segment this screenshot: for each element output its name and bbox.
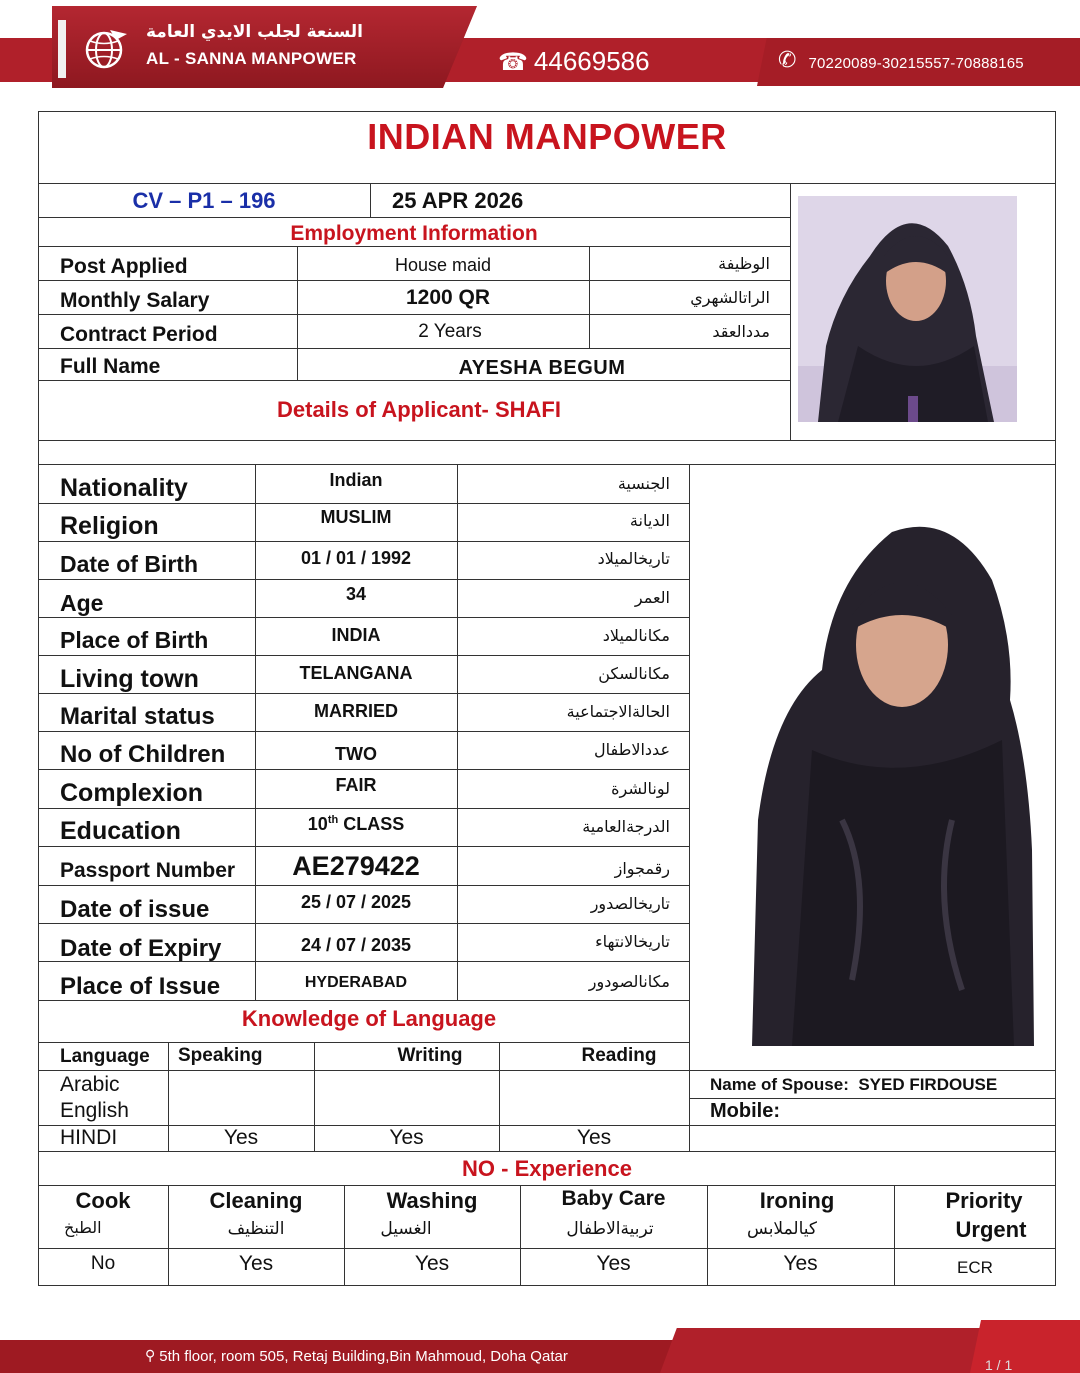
passport-arabic: رقمجواز bbox=[614, 859, 670, 878]
date-of-issue-label: Date of issue bbox=[60, 896, 210, 923]
lang-col-reading: Reading bbox=[581, 1045, 657, 1066]
exp-ironing-arabic: كيالملابس bbox=[747, 1219, 817, 1239]
marital-status-arabic: الحالةالاجتماعية bbox=[566, 702, 670, 721]
spouse-info: Name of Spouse: SYED FIRDOUSE bbox=[710, 1075, 998, 1094]
post-applied-value: House maid bbox=[394, 255, 492, 275]
passport-label: Passport Number bbox=[60, 859, 236, 882]
contract-period-arabic: مددالعقد bbox=[712, 322, 770, 341]
employment-heading: Employment Information bbox=[290, 222, 538, 245]
place-of-birth-value: INDIA bbox=[331, 625, 381, 645]
applicant-photo-large bbox=[752, 520, 1034, 1046]
mobile-numbers: 70220089-30215557-70888165 bbox=[808, 55, 1024, 72]
place-of-issue-label: Place of Issue bbox=[60, 973, 221, 1000]
nationality-label: Nationality bbox=[60, 474, 188, 502]
phone-number: 44669586 bbox=[533, 46, 650, 76]
date-of-expiry-arabic: تاريخالانتهاء bbox=[595, 932, 670, 951]
living-town-arabic: مكانالسكن bbox=[598, 664, 670, 683]
exp-cook: Cook bbox=[75, 1188, 131, 1213]
hindi-speaking: Yes bbox=[223, 1126, 259, 1149]
hindi-writing: Yes bbox=[389, 1126, 424, 1149]
address-text: 5th floor, room 505, Retaj Building,Bin Mahmoud, Doha Qatar bbox=[159, 1348, 568, 1365]
living-town-label: Living town bbox=[60, 665, 199, 693]
age-arabic: العمر bbox=[634, 588, 670, 607]
lang-row-hindi: HINDI bbox=[60, 1126, 118, 1149]
company-name-arabic: السنعة لجلب الايدي العامة bbox=[146, 22, 363, 42]
post-applied-label: Post Applied bbox=[60, 255, 188, 278]
place-of-birth-label: Place of Birth bbox=[60, 627, 209, 653]
passport-value: AE279422 bbox=[292, 851, 420, 881]
date-of-expiry-value: 24 / 07 / 2035 bbox=[300, 935, 412, 955]
living-town-value: TELANGANA bbox=[299, 663, 413, 683]
date-of-issue-arabic: تاريخالصدور bbox=[590, 894, 670, 913]
exp-cleaning-arabic: التنظيف bbox=[227, 1219, 285, 1239]
lang-col-writing: Writing bbox=[397, 1045, 463, 1066]
experience-heading: NO - Experience bbox=[462, 1156, 632, 1181]
full-name-label: Full Name bbox=[60, 355, 161, 378]
dob-arabic: تاريخالميلاد bbox=[597, 549, 670, 568]
education-label: Education bbox=[60, 817, 181, 845]
education-value: 10th CLASS bbox=[307, 814, 405, 834]
monthly-salary-arabic: الراتالشهري bbox=[690, 288, 770, 307]
hindi-reading: Yes bbox=[576, 1126, 612, 1149]
marital-status-value: MARRIED bbox=[314, 701, 398, 721]
exp-cleaning-value: Yes bbox=[238, 1252, 274, 1275]
dob-value: 01 / 01 / 1992 bbox=[300, 548, 412, 568]
exp-washing-value: Yes bbox=[414, 1252, 450, 1275]
lang-row-arabic: Arabic bbox=[60, 1073, 120, 1096]
location-pin-icon: ⚲ bbox=[145, 1348, 156, 1364]
exp-washing: Washing bbox=[386, 1188, 478, 1213]
priority-ecr: ECR bbox=[957, 1258, 993, 1277]
details-heading: Details of Applicant- SHAFI bbox=[277, 397, 561, 422]
exp-ironing: Ironing bbox=[759, 1188, 835, 1213]
header-phone bbox=[498, 46, 650, 77]
telephone-icon: ☎ bbox=[498, 47, 528, 76]
applicant-photo-small bbox=[798, 196, 1017, 422]
complexion-label: Complexion bbox=[60, 779, 204, 807]
age-label: Age bbox=[60, 590, 104, 616]
page-title: INDIAN MANPOWER bbox=[367, 116, 727, 157]
header-mobile bbox=[778, 48, 1024, 73]
cv-date: 25 APR 2026 bbox=[392, 188, 524, 213]
mobile-label: Mobile: bbox=[710, 1100, 780, 1122]
religion-value: MUSLIM bbox=[320, 507, 392, 527]
full-name-value: AYESHA BEGUM bbox=[458, 357, 626, 379]
children-label: No of Children bbox=[60, 741, 226, 768]
company-name-english: AL - SANNA MANPOWER bbox=[146, 49, 357, 68]
exp-baby-care-arabic: تربيةالاطفال bbox=[566, 1219, 654, 1239]
exp-washing-arabic: الغسيل bbox=[380, 1219, 432, 1239]
exp-cook-value: No bbox=[90, 1253, 116, 1274]
place-of-issue-arabic: مكانالصودور bbox=[588, 972, 670, 991]
exp-priority: Priority bbox=[945, 1188, 1023, 1213]
children-arabic: عددالاطفال bbox=[594, 740, 670, 759]
nationality-value: Indian bbox=[329, 470, 383, 490]
language-heading: Knowledge of Language bbox=[241, 1006, 497, 1031]
page-number: 1 / 1 bbox=[985, 1357, 1013, 1373]
date-of-expiry-label: Date of Expiry bbox=[60, 935, 222, 962]
logo-stripe bbox=[58, 20, 66, 78]
lang-row-english: English bbox=[60, 1099, 129, 1122]
exp-baby-care-value: Yes bbox=[596, 1252, 631, 1275]
nationality-arabic: الجنسية bbox=[617, 474, 670, 493]
cv-number: CV – P1 – 196 bbox=[132, 188, 276, 213]
religion-label: Religion bbox=[60, 512, 159, 540]
monthly-salary-value: 1200 QR bbox=[405, 286, 491, 309]
exp-cook-arabic: الطبخ bbox=[64, 1218, 102, 1237]
date-of-issue-value: 25 / 07 / 2025 bbox=[300, 892, 412, 912]
place-of-issue-value: HYDERABAD bbox=[304, 974, 408, 991]
priority-urgent: Urgent bbox=[955, 1217, 1027, 1242]
complexion-arabic: لونالشرة bbox=[611, 779, 670, 798]
lang-col-speaking: Speaking bbox=[178, 1045, 263, 1066]
exp-baby-care: Baby Care bbox=[561, 1187, 666, 1210]
marital-status-label: Marital status bbox=[60, 703, 215, 730]
children-value: TWO bbox=[335, 744, 377, 764]
footer-address bbox=[145, 1348, 568, 1365]
globe-logo-icon bbox=[80, 26, 130, 72]
lang-col-language: Language bbox=[60, 1046, 150, 1067]
education-arabic: الدرجةالعامية bbox=[582, 817, 670, 836]
age-value: 34 bbox=[345, 584, 367, 604]
complexion-value: FAIR bbox=[335, 775, 377, 795]
contract-period-label: Contract Period bbox=[60, 323, 218, 346]
exp-cleaning: Cleaning bbox=[209, 1188, 303, 1213]
religion-arabic: الديانة bbox=[629, 511, 670, 530]
dob-label: Date of Birth bbox=[60, 551, 198, 577]
exp-ironing-value: Yes bbox=[783, 1252, 818, 1275]
post-applied-arabic: الوظيفة bbox=[718, 254, 770, 273]
contract-period-value: 2 Years bbox=[418, 321, 482, 342]
mobile-phone-icon: ✆ bbox=[778, 48, 797, 73]
place-of-birth-arabic: مكانالميلاد bbox=[602, 626, 670, 645]
monthly-salary-label: Monthly Salary bbox=[60, 289, 210, 312]
